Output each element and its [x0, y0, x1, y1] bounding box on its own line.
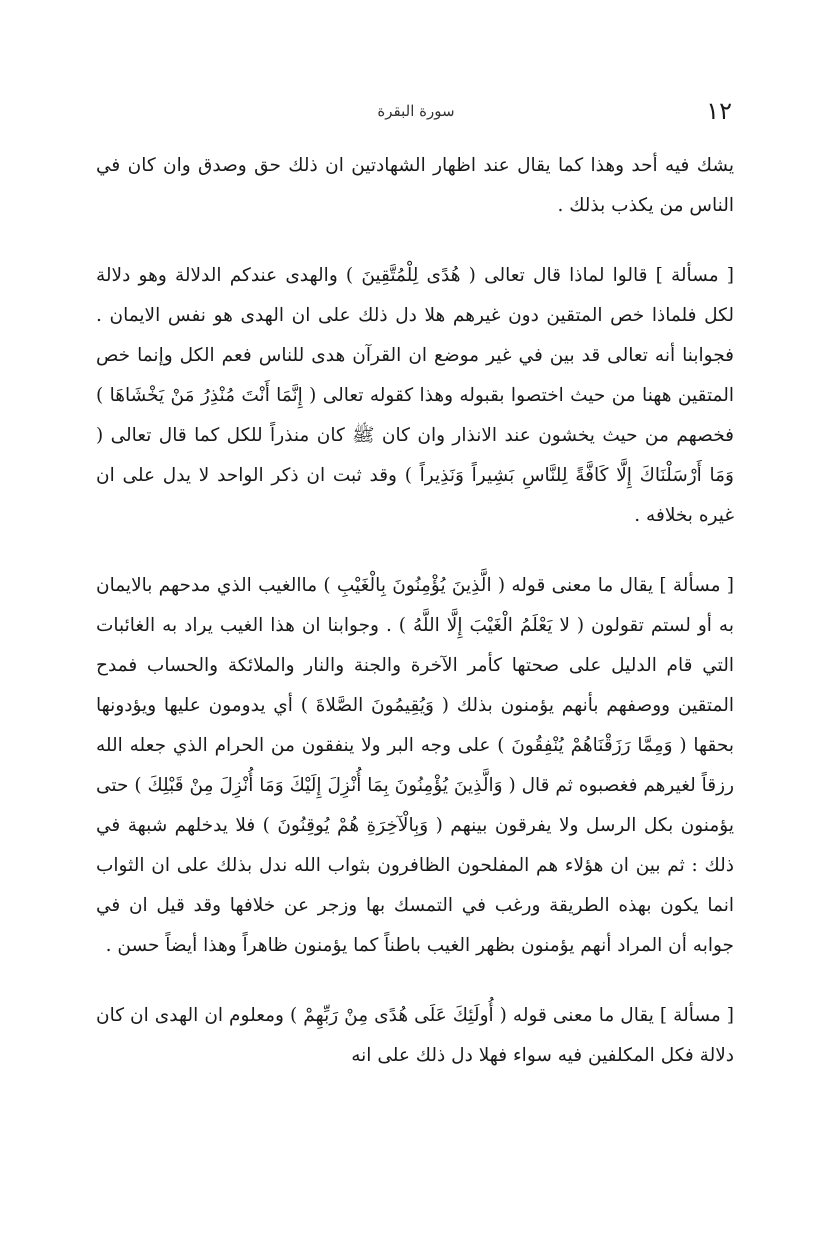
page-header — [100, 96, 732, 126]
body-text — [96, 146, 734, 1076]
paragraph-masala-2: [ مسألة ] يقال ما معنى قوله ( الَّذِينَ يُؤْمِنُونَ بِالْغَيْبِ ) ماالغيب الذي مدحهم بالايمان به أو لستم تقولون ( لا يَعْلَمُ الْغَيْبَ إِلَّا اللَّهُ ) . وجوابنا ان هذا الغيب يراد به الغائبات التي قام الدليل على صحتها كأمر الآخرة والجنة والنار والملائكة والحساب فمدح المتقين ووصفهم بأنهم يؤمنون بذلك ( وَيُقِيمُونَ الصَّلاةَ ) أي يدومون عليها ويؤدونها بحقها ( وَمِمَّا رَزَقْنَاهُمْ يُنْفِقُونَ ) على وجه البر ولا ينفقون من الحرام الذي جعله الله رزقاً لغيرهم فغصبوه ثم قال ( وَالَّذِينَ يُؤْمِنُونَ بِمَا أُنْزِلَ إِلَيْكَ وَمَا أُنْزِلَ مِنْ قَبْلِكَ ) حتى يؤمنون بكل الرسل ولا يفرقون بينهم ( وَبِالْآخِرَةِ هُمْ يُوقِنُونَ ) فلا يدخلهم شبهة في ذلك : ثم بين ان هؤلاء هم المفلحون الظافرون بثواب الله ندل بذلك على ان الثواب انما يكون بهذه الطريقة ورغب في التمسك بها وزجر عن خلافها وقد قيل ان في جوابه أن المراد أنهم يؤمنون بظهر الغيب باطناً كما يؤمنون ظاهراً وهذا أيضاً حسن . — [96, 575, 734, 956]
paragraph-masala-1: [ مسألة ] قالوا لماذا قال تعالى ( هُدًى لِلْمُتَّقِينَ ) والهدى عندكم الدلالة وهو دلالة لكل فلماذا خص المتقين دون غيرهم هلا دل ذلك على ان الهدى هو نفس الايمان . فجوابنا أنه تعالى قد بين في غير موضع ان القرآن هدى للناس فعم الكل وإنما خص المتقين ههنا من حيث اختصوا بقبوله وهذا كقوله تعالى ( إِنَّمَا أَنْتَ مُنْذِرُ مَنْ يَخْشَاهَا ) فخصهم من حيث يخشون عند الانذار وان كان ﷺ كان منذراً للكل كما قال تعالى ( وَمَا أَرْسَلْنَاكَ إِلَّا كَافَّةً لِلنَّاسِ بَشِيراً وَنَذِيراً ) وقد ثبت ان ذكر الواحد لا يدل على ان غيره بخلافه . — [96, 265, 735, 526]
paragraph-continuation: يشك فيه أحد وهذا كما يقال عند اظهار الشهادتين ان ذلك حق وصدق وان كان في الناس من يكذب بذلك . — [96, 155, 734, 216]
running-title: سورة البقرة — [377, 102, 455, 120]
page-number: ١٢ — [706, 97, 732, 125]
paragraph-masala-3: [ مسألة ] يقال ما معنى قوله ( أُولَئِكَ عَلَى هُدًى مِنْ رَبِّهِمْ ) ومعلوم ان الهدى ان كان دلالة فكل المكلفين فيه سواء فهلا دل ذلك على انه — [96, 1005, 734, 1066]
